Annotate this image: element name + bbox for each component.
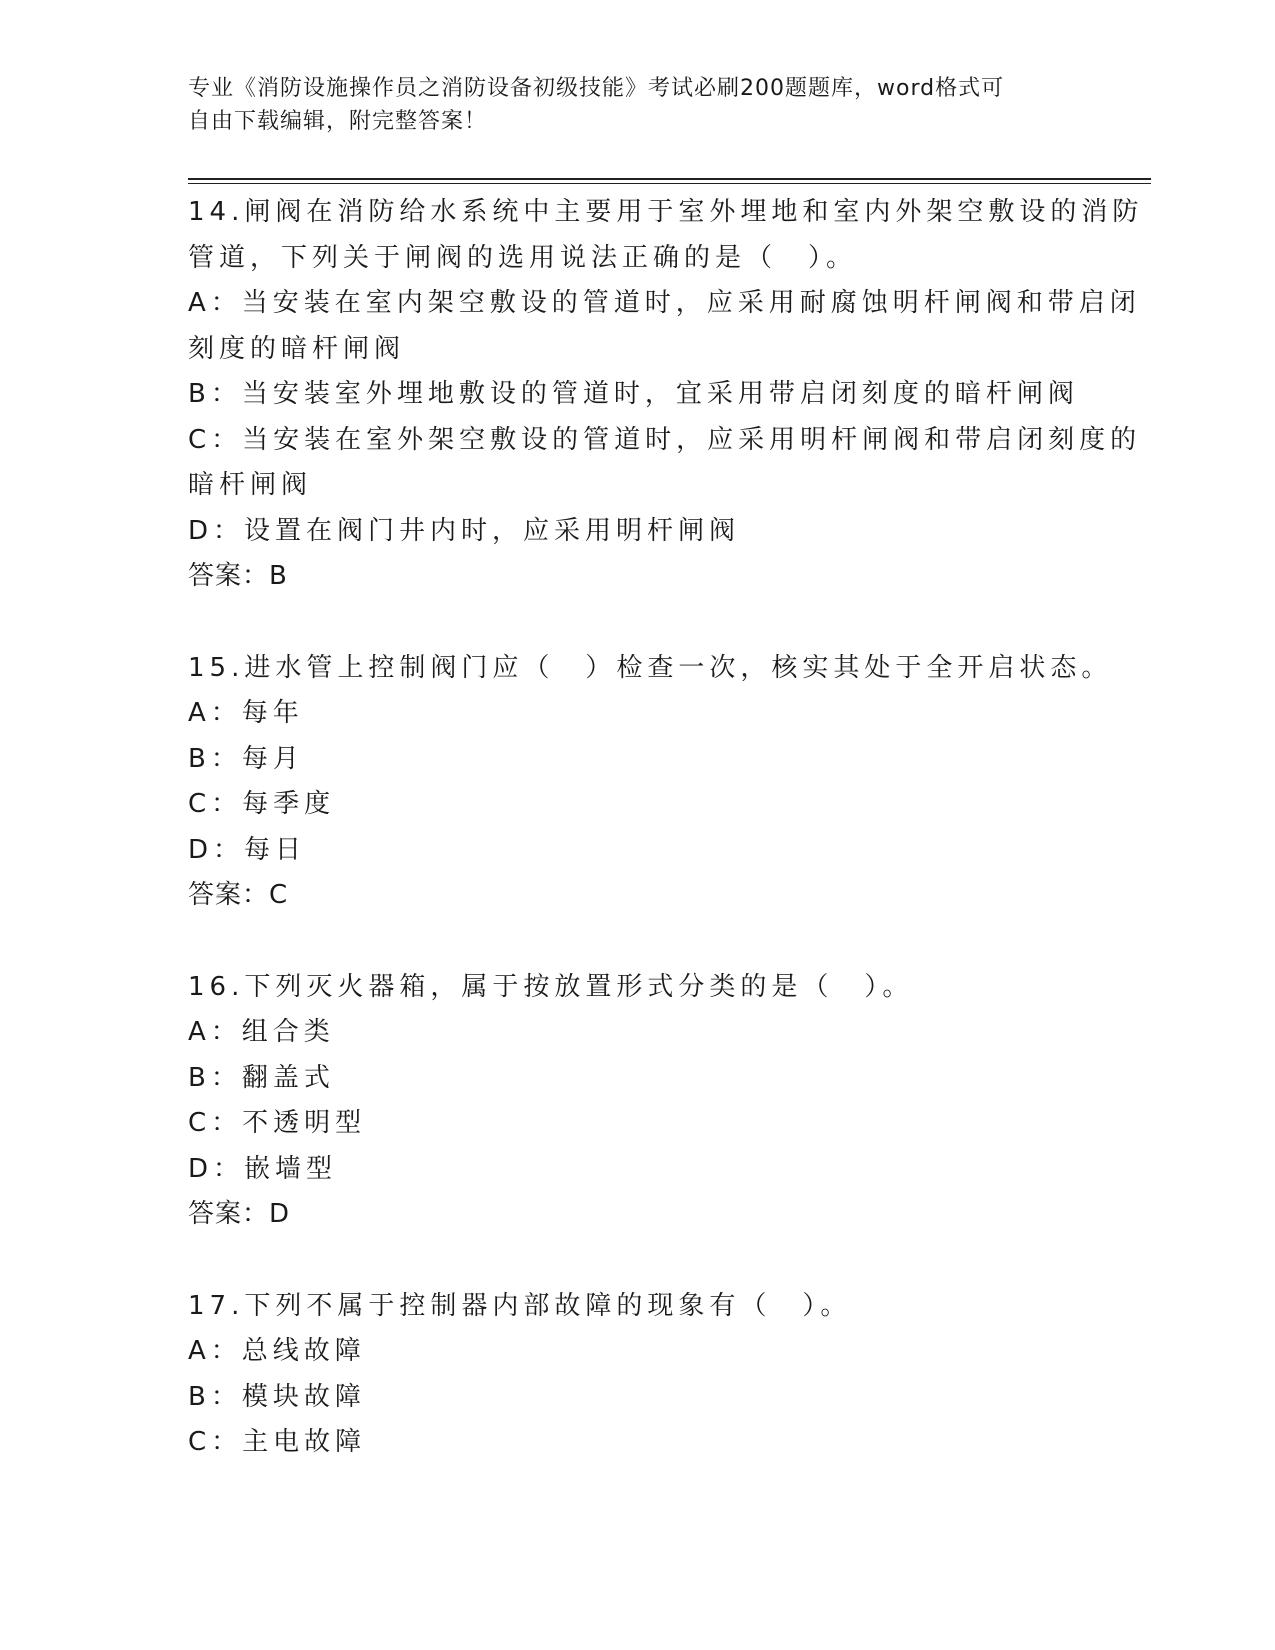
question-stem: 17.下列不属于控制器内部故障的现象有（ ）。 bbox=[188, 1290, 852, 1321]
option-c: C：每季度 bbox=[188, 789, 336, 819]
option-d: D：每日 bbox=[188, 834, 307, 865]
option-a: A：每年 bbox=[188, 698, 304, 728]
question-17 bbox=[188, 1284, 1088, 1466]
header-title-line-2: 自由下载编辑，附完整答案！ bbox=[188, 109, 488, 134]
question-stem: 15.进水管上控制阀门应（ ）检查一次，核实其处于全开启状态。 bbox=[188, 652, 1113, 683]
option-c: C：不透明型 bbox=[188, 1108, 367, 1138]
option-c-line-1: C：当安装在室外架空敷设的管道时，应采用明杆闸阀和带启闭刻度的 bbox=[188, 424, 1142, 455]
option-a: A：组合类 bbox=[188, 1017, 335, 1047]
answer-label: 答案：C bbox=[188, 880, 289, 910]
question-stem-line-2: 管道，下列关于闸阀的选用说法正确的是（ ）。 bbox=[188, 242, 858, 273]
option-d: D：嵌墙型 bbox=[188, 1153, 338, 1184]
header-title-line-1: 专业《消防设施操作员之消防设备初级技能》考试必刷200题题库，word格式可 bbox=[188, 76, 1005, 101]
question-14 bbox=[188, 190, 1144, 600]
question-16 bbox=[188, 965, 1088, 1238]
question-stem-line-1: 14.闸阀在消防给水系统中主要用于室外埋地和室内外架空敷设的消防 bbox=[188, 197, 1144, 227]
option-b: B：每月 bbox=[188, 743, 304, 774]
question-list bbox=[188, 190, 1144, 1512]
option-b: B：当安装室外埋地敷设的管道时，宜采用带启闭刻度的暗杆闸阀 bbox=[188, 379, 1079, 409]
option-b: B：翻盖式 bbox=[188, 1062, 335, 1093]
answer-label: 答案：D bbox=[188, 1199, 291, 1229]
option-a-line-1: A：当安装在室内架空敷设的管道时，应采用耐腐蚀明杆闸阀和带启闭 bbox=[188, 288, 1141, 318]
option-d: D：设置在阀门井内时，应采用明杆闸阀 bbox=[188, 515, 741, 546]
option-b: B：模块故障 bbox=[188, 1381, 366, 1412]
header-divider-thick bbox=[188, 178, 1151, 180]
option-a-line-2: 刻度的暗杆闸阀 bbox=[188, 333, 406, 364]
option-c: C：主电故障 bbox=[188, 1427, 367, 1457]
question-15 bbox=[188, 646, 1113, 919]
question-stem: 16.下列灭火器箱，属于按放置形式分类的是（ ）。 bbox=[188, 971, 914, 1002]
option-c-line-2: 暗杆闸阀 bbox=[188, 470, 313, 500]
option-a: A：总线故障 bbox=[188, 1336, 366, 1366]
answer-label: 答案：B bbox=[188, 561, 288, 591]
document-header bbox=[188, 72, 1088, 138]
header-divider-thin bbox=[188, 183, 1151, 184]
